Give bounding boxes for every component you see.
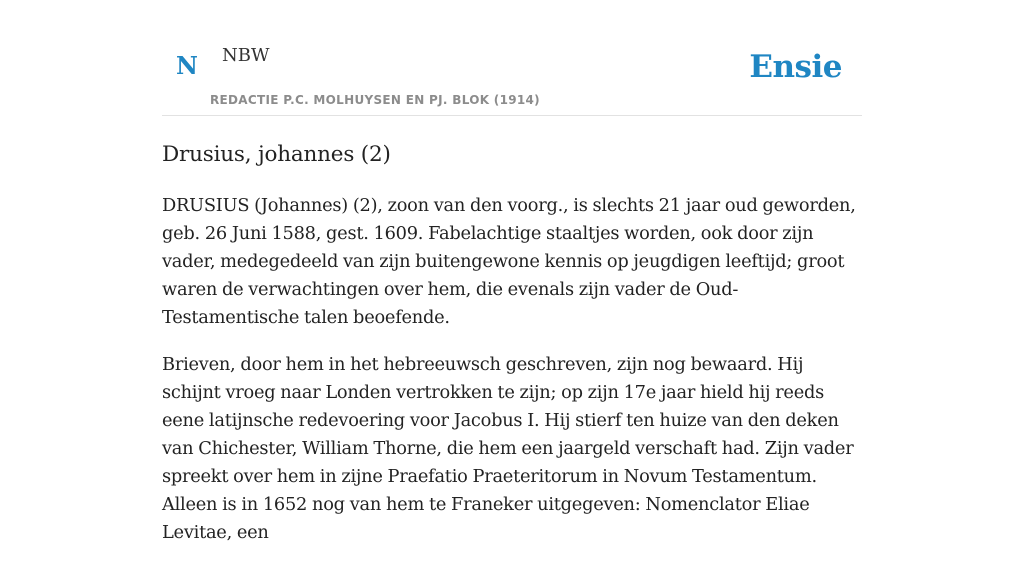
source-name[interactable]: NBW [222, 45, 270, 66]
page-title: Drusius, johannes (2) [162, 142, 391, 167]
article-body [162, 192, 864, 566]
source-subtitle: REDACTIE P.C. MOLHUYSEN EN PJ. BLOK (1914) [210, 93, 540, 107]
article-paragraph: Brieven, door hem in het hebreeuwsch geschreven, zijn nog bewaard. Hij schijnt vroeg naar Londen vertrokken te zijn; op zijn 17e jaar hield hij reeds eene latijnsche redevoering voor Jacobus I. Hij stierf ten huize van den deken van Chichester, William Thorne, die hem een jaargeld verschaft had. Zijn vader spreekt over hem in zijne Praefatio Praeteritorum in Novum Testamentum. Alleen is in 1652 nog van hem te Franeker uitgegeven: Nomenclator Eliae Levitae, een [162, 354, 854, 543]
article-paragraph: DRUSIUS (Johannes) (2), zoon van den voorg., is slechts 21 jaar oud geworden, geb. 26 Juni 1588, gest. 1609. Fabelachtige staaltjes worden, ook door zijn vader, medegedeeld van zijn buitengewone kennis op jeugdigen leeftijd; groot waren de verwachtingen over hem, die evenals zijn vader de Oud-Testamentische talen beoefende. [162, 195, 856, 328]
brand-logo[interactable]: Ensie [749, 49, 842, 85]
source-logo[interactable]: N [176, 51, 198, 80]
article-header [162, 0, 862, 116]
